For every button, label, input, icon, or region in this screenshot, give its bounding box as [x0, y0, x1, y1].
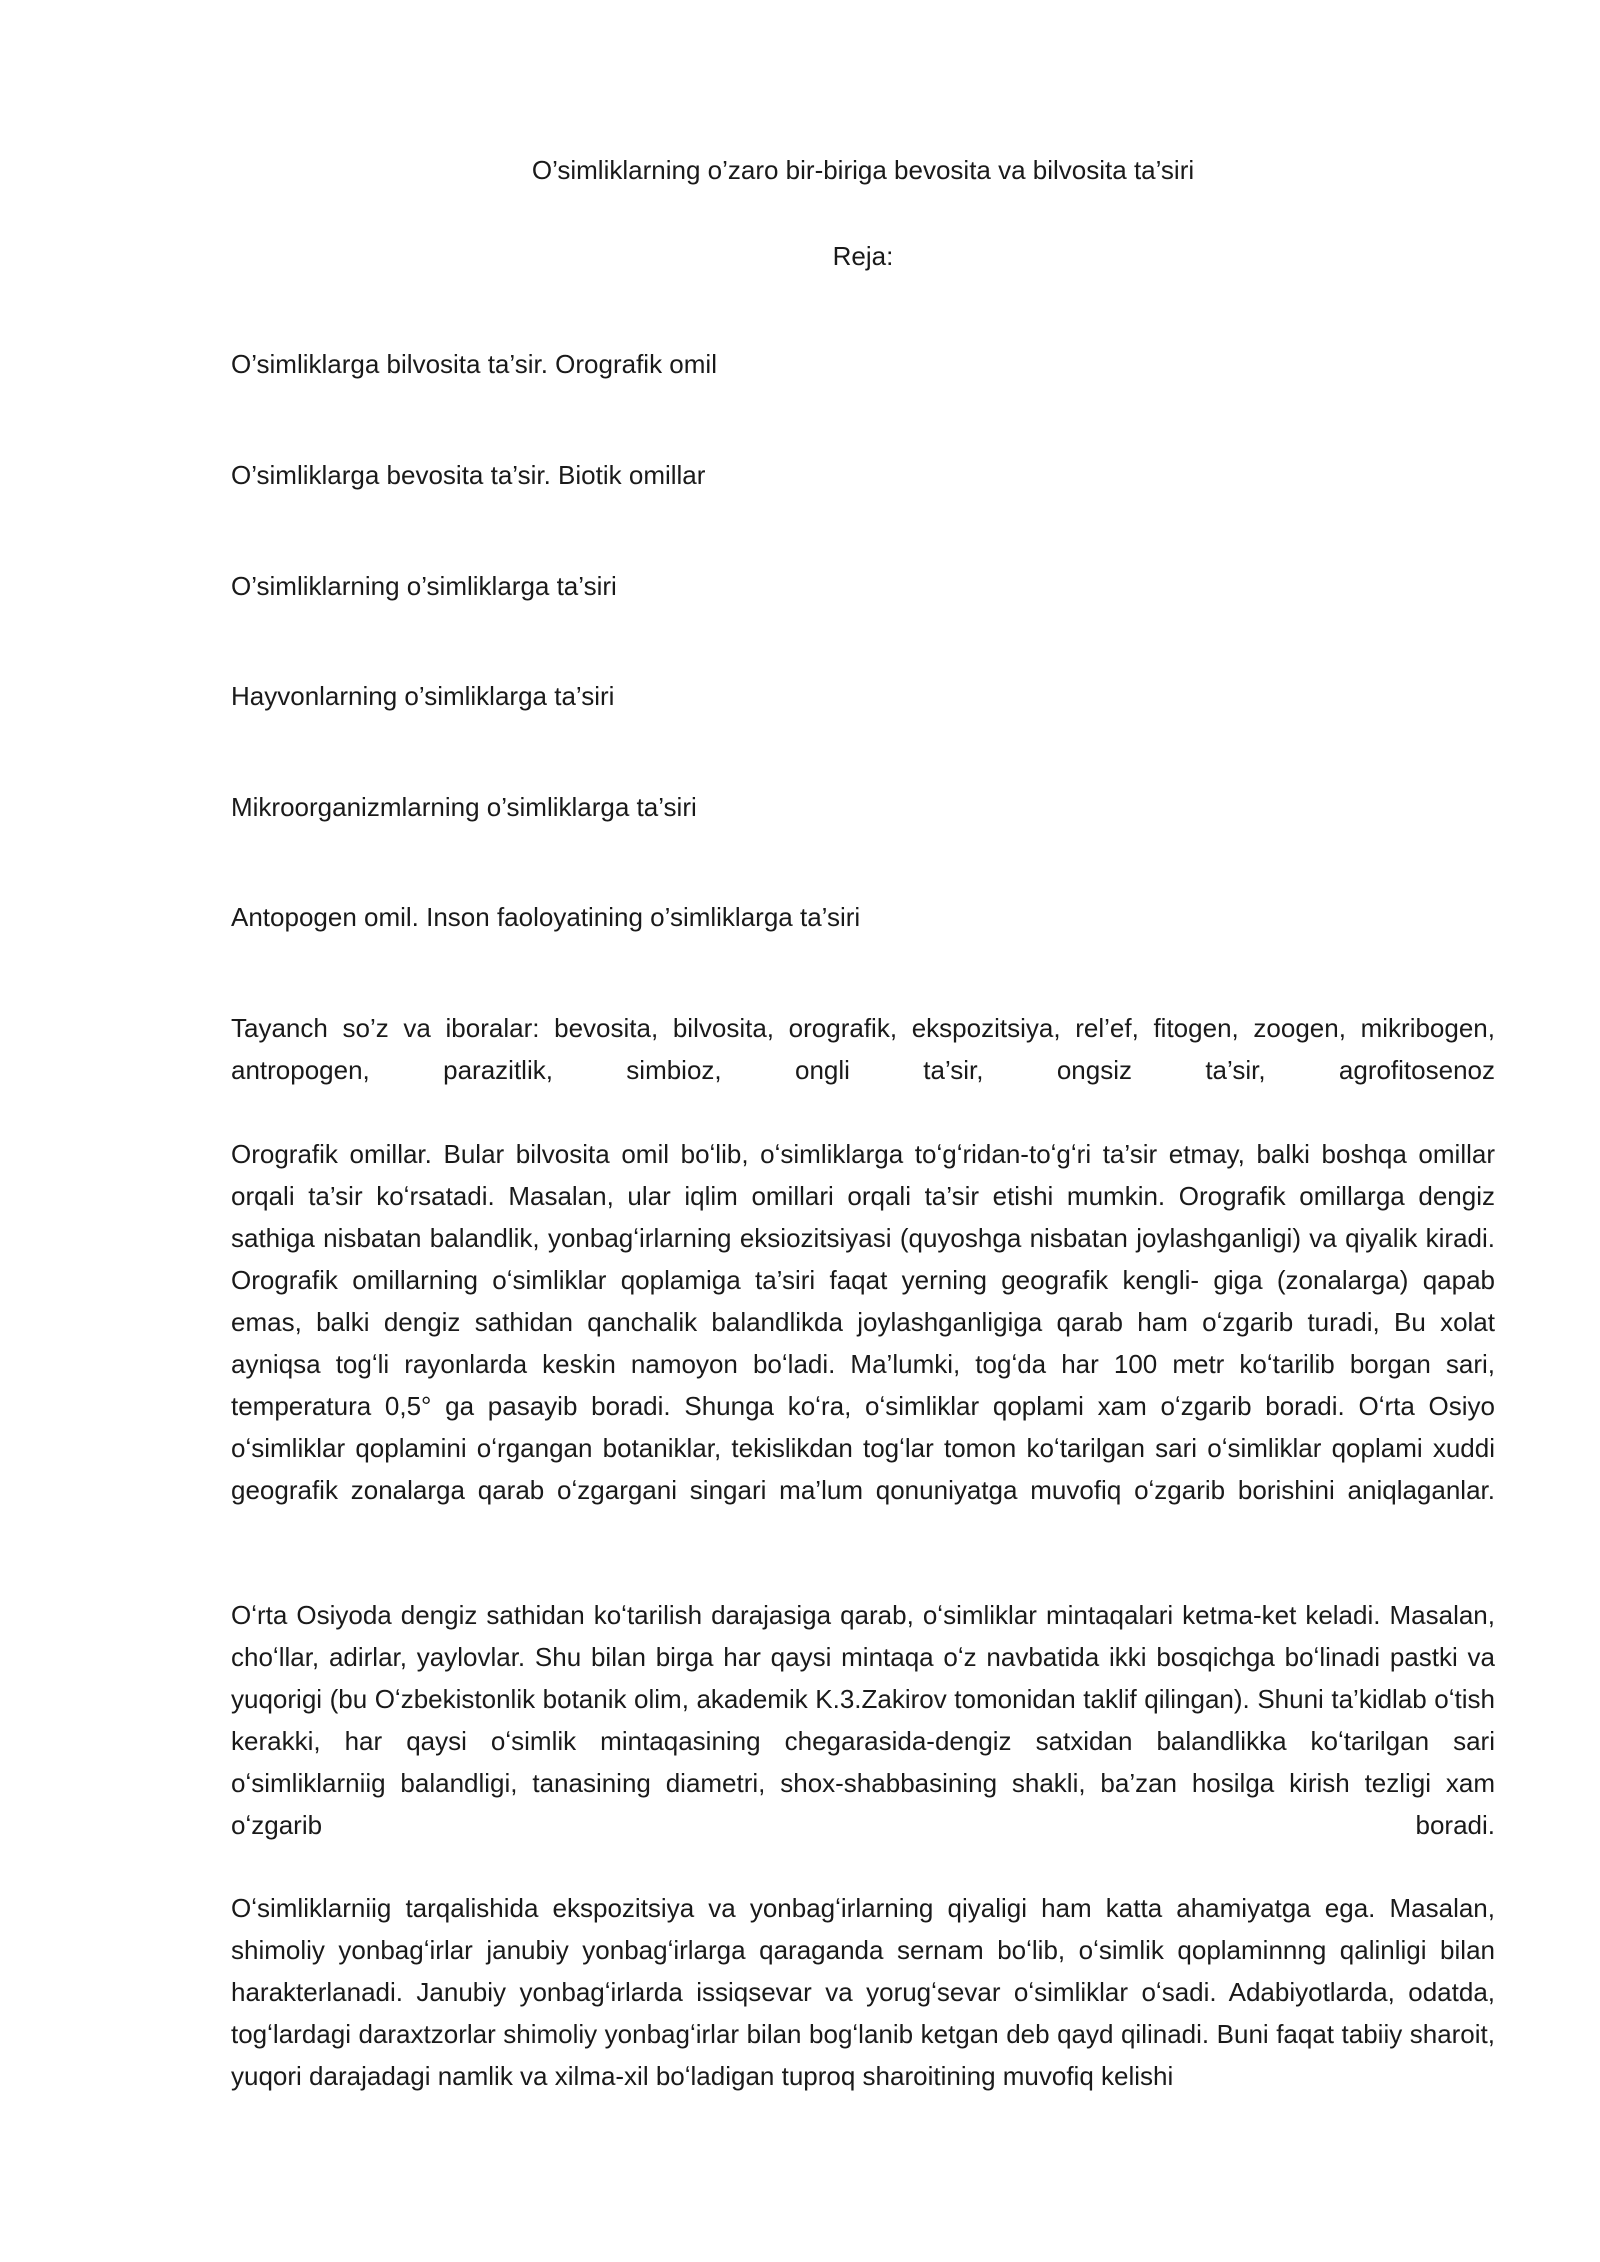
plan-item: Hayvonlarning o’simliklarga ta’siri [231, 681, 615, 711]
document-page [231, 0, 1495, 2262]
document-title: O’simliklarning o’zaro bir-biriga bevosita va bilvosita ta’siri [531, 155, 1195, 185]
plan-item: O’simliklarga bilvosita ta’sir. Orografik omil [231, 349, 717, 379]
plan-item: O’simliklarga bevosita ta’sir. Biotik omillar [231, 460, 706, 490]
plan-item: O’simliklarning o’simliklarga ta’siri [231, 571, 617, 601]
exposition-slope-paragraph: Oʻsimliklarniig tarqalishida ekspozitsiya va yonbagʻirlarning qiyaligi ham katta ahamiyatga ega. Masalan, shimoliy yonbagʻirlar janubiy yonbagʻirlarga qaraganda sernam boʻlib, oʻsimlik qoplaminnng qalinligi bilan harakterlanadi. Janubiy yonbagʻirlarda issiqsevar va yorugʻsevar oʻsimliklar oʻsadi. Adabiyotlarda, odatda, togʻlardagi daraxtzorlar shimoliy yonbagʻirlar bilan bogʻlanib ketgan deb qayd qilinadi. Buni faqat tabiiy sharoit, yuqori darajadagi namlik va xilma-xil boʻladigan tuproq sharoitining muvofiq kelishi [231, 1893, 1495, 2091]
key-terms-paragraph: Tayanch so’z va iboralar: bevosita, bilvosita, orografik, ekspozitsiya, rel’ef, fitogen, zoogen, mikribogen, antropogen, parazitlik, simbioz, ongli ta’sir, ongsiz ta’sir, agrofitosenoz [231, 1013, 1495, 1085]
plan-item: Antopogen omil. Inson faoloyatining o’simliklarga ta’siri [231, 902, 861, 932]
orographic-factors-paragraph: Orografik omillar. Bular bilvosita omil boʻlib, oʻsimliklarga toʻgʻridan-toʻgʻri ta’sir etmay, balki boshqa omillar orqali ta’sir koʻrsatadi. Masalan, ular iqlim omillari orqali ta’sir etishi mumkin. Orografik omillarga dengiz sathiga nisbatan balandlik, yonbagʻirlarning eksiozitsiyasi (quyoshga nisbatan joylashganligi) va qiyalik kiradi. Orografik omillarning oʻsimliklar qoplamiga ta’siri faqat yerning geografik kengli- giga (zonalarga) qapab emas, balki dengiz sathidan qanchalik balandlikda joylashganligiga qarab ham oʻzgarib turadi, Bu xolat ayniqsa togʻli rayonlarda keskin namoyon boʻladi. Ma’lumki, togʻda har 100 metr koʻtarilib borgan sari, temperatura 0,5° ga pasayib boradi. Shunga koʻra, oʻsimliklar qoplami xam oʻzgarib boradi. Oʻrta Osiyo oʻsimliklar qoplamini oʻrgangan botaniklar, tekislikdan togʻlar tomon koʻtarilgan sari oʻsimliklar qoplami xuddi geografik zonalarga qarab oʻzgargani singari ma’lum qonuniyatga muvofiq oʻzgarib borishini aniqlaganlar. [231, 1139, 1495, 1505]
plan-heading: Reja: [832, 241, 894, 271]
plan-item: Mikroorganizmlarning o’simliklarga ta’siri [231, 792, 697, 822]
central-asia-zones-paragraph: Oʻrta Osiyoda dengiz sathidan koʻtarilish darajasiga qarab, oʻsimliklar mintaqalari ketma-ket keladi. Masalan, choʻllar, adirlar, yaylovlar. Shu bilan birga har qaysi mintaqa oʻz navbatida ikki bosqichga boʻlinadi pastki va yuqorigi (bu Oʻzbekistonlik botanik olim, akademik K.3.Zakirov tomonidan taklif qilingan). Shuni ta’kidlab oʻtish kerakki, har qaysi oʻsimlik mintaqasining chegarasida-dengiz satxidan balandlikka koʻtarilgan sari oʻsimliklarniig balandligi, tanasining diametri, shox-shabbasining shakli, ba’zan hosilga kirish tezligi xam oʻzgarib boradi. [231, 1600, 1495, 1840]
